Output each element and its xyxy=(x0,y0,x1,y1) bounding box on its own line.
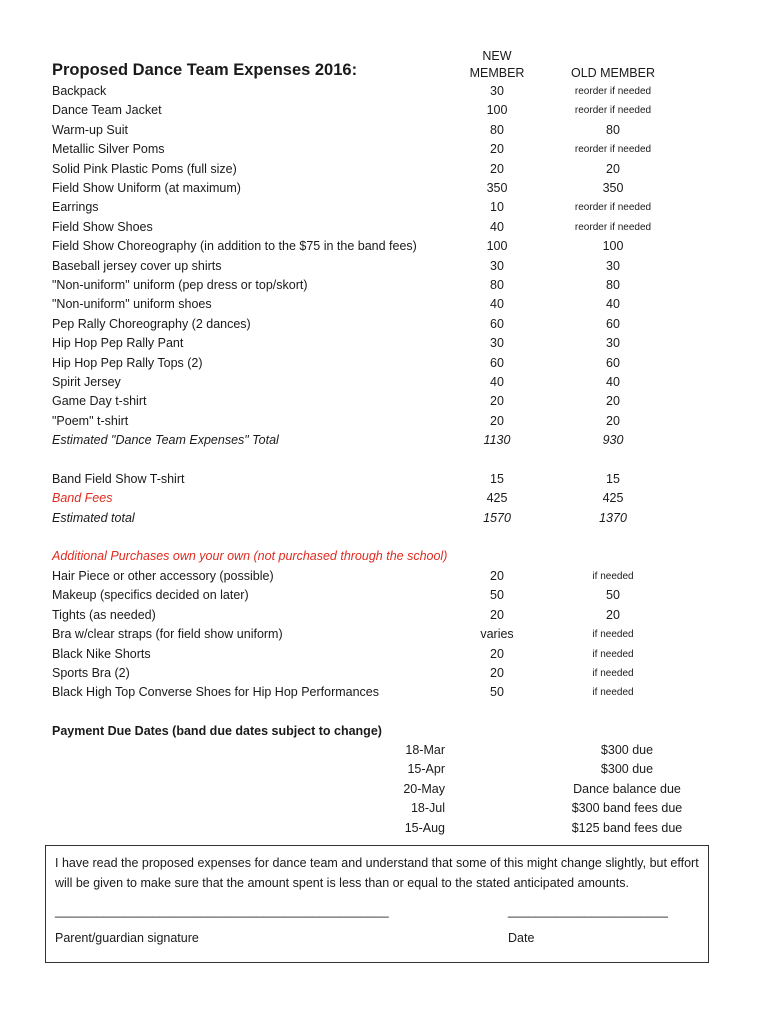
expense-new-member: 40 xyxy=(490,297,504,312)
expense-row xyxy=(0,356,770,375)
expense-label: Dance Team Jacket xyxy=(52,103,162,118)
expense-old-member: 60 xyxy=(606,355,620,370)
additional-old-member: if needed xyxy=(592,648,634,660)
expense-label: Earrings xyxy=(52,200,99,215)
expense-label: Backpack xyxy=(52,84,107,98)
expense-old-member: 40 xyxy=(606,375,620,389)
additional-old-member: if needed xyxy=(592,629,634,641)
expense-new-member: 100 xyxy=(486,239,508,254)
additional-row xyxy=(0,685,770,704)
expense-old-member: 80 xyxy=(606,278,620,292)
additional-new-member: 20 xyxy=(490,569,504,583)
expense-row xyxy=(0,181,770,200)
expense-new-member: 100 xyxy=(486,103,508,118)
expense-new-member: 10 xyxy=(490,200,504,215)
expense-row xyxy=(0,375,770,394)
page-title: Proposed Dance Team Expenses 2016: xyxy=(52,61,358,79)
additional-label: Black High Top Converse Shoes for Hip Hop Performances xyxy=(52,685,380,700)
expense-label: Solid Pink Plastic Poms (full size) xyxy=(52,161,237,176)
expense-new-member: 20 xyxy=(490,142,504,157)
expense-old-member: 80 xyxy=(606,122,620,137)
expense-row xyxy=(0,84,770,103)
agreement-text: I have read the proposed expenses for dance team and understand that some of this might change slightly, but effort will be given to make sure that the amount spent is less than or equal to the stated anticipated amounts. xyxy=(55,856,699,890)
payment-row xyxy=(0,821,770,840)
expense-old-member: 30 xyxy=(606,336,620,351)
payment-row xyxy=(0,801,770,820)
expense-label: Hip Hop Pep Rally Tops (2) xyxy=(52,355,203,370)
payment-description: Dance balance due xyxy=(573,781,681,796)
expense-old-member: 40 xyxy=(606,297,620,312)
expense-label: "Non-uniform" uniform (pep dress or top/skort) xyxy=(52,278,308,292)
payment-date: 15-Aug xyxy=(404,820,445,835)
expense-new-member: 40 xyxy=(490,375,504,389)
new-member-header xyxy=(447,48,547,82)
payment-description: $300 due xyxy=(600,743,654,757)
expense-new-member: 40 xyxy=(490,219,504,234)
additional-new-member: 50 xyxy=(490,685,504,700)
expense-old-member: 350 xyxy=(602,181,624,195)
expense-row xyxy=(0,317,770,336)
expense-row xyxy=(0,259,770,278)
date-line: _______________________ xyxy=(508,904,668,918)
additional-new-member: 50 xyxy=(490,588,504,603)
additional-old-member: if needed xyxy=(592,668,634,679)
expense-old-member: reorder if needed xyxy=(574,221,652,233)
expense-old-member: 100 xyxy=(602,239,624,254)
expense-old-member: 30 xyxy=(606,258,620,273)
band-fees-new: 425 xyxy=(486,491,508,505)
expense-row xyxy=(0,220,770,239)
expense-new-member: 20 xyxy=(490,161,504,176)
expense-label: Metallic Silver Poms xyxy=(52,142,165,157)
additional-row xyxy=(0,647,770,666)
additional-row xyxy=(0,588,770,607)
band-tshirt-row xyxy=(0,472,770,491)
dance-total-row xyxy=(0,433,770,452)
expense-new-member: 60 xyxy=(490,355,504,370)
band-fees-row xyxy=(0,491,770,510)
expense-label: Field Show Shoes xyxy=(52,219,153,234)
expense-new-member: 80 xyxy=(490,122,504,137)
signature-label: Parent/guardian signature xyxy=(55,931,199,945)
additional-row xyxy=(0,608,770,627)
additional-row xyxy=(0,569,770,588)
expense-label: Pep Rally Choreography (2 dances) xyxy=(52,316,251,331)
payment-row xyxy=(0,782,770,801)
expense-old-member: 60 xyxy=(606,316,620,331)
payment-date: 15-Apr xyxy=(407,762,445,777)
expense-row xyxy=(0,336,770,355)
additional-old-member: 50 xyxy=(606,588,620,603)
band-fees-old: 425 xyxy=(602,491,624,505)
payment-date: 18-Jul xyxy=(410,801,445,816)
additional-row xyxy=(0,627,770,646)
estimated-total-row xyxy=(0,511,770,530)
expense-old-member: 20 xyxy=(606,413,620,428)
expense-label: Warm-up Suit xyxy=(52,122,128,137)
expense-new-member: 20 xyxy=(490,413,504,428)
expense-label: "Non-uniform" uniform shoes xyxy=(52,297,212,312)
payment-description: $300 band fees due xyxy=(571,801,683,816)
expense-new-member: 30 xyxy=(490,336,504,351)
expense-row xyxy=(0,414,770,433)
additional-label: Hair Piece or other accessory (possible) xyxy=(52,569,274,583)
additional-row xyxy=(0,666,770,685)
expense-label: "Poem" t-shirt xyxy=(52,413,129,428)
additional-new-member: 20 xyxy=(490,646,504,661)
expense-row xyxy=(0,123,770,142)
additional-label: Black Nike Shorts xyxy=(52,646,151,661)
additional-new-member: 20 xyxy=(490,607,504,622)
band-fees-label: Band Fees xyxy=(52,491,113,505)
dance-total-old: 930 xyxy=(602,433,624,447)
additional-label: Sports Bra (2) xyxy=(52,666,130,680)
old-member-header: OLD MEMBER xyxy=(570,66,656,80)
new-member-header-line1: NEW xyxy=(482,49,512,63)
estimated-total-label: Estimated total xyxy=(52,511,135,525)
expense-new-member: 20 xyxy=(490,394,504,409)
payment-row xyxy=(0,743,770,762)
additional-label: Makeup (specifics decided on later) xyxy=(52,588,249,603)
expense-label: Field Show Uniform (at maximum) xyxy=(52,181,241,195)
additional-old-member: if needed xyxy=(592,571,634,582)
expense-label: Baseball jersey cover up shirts xyxy=(52,258,222,273)
payment-date: 18-Mar xyxy=(405,743,445,757)
estimated-total-old: 1370 xyxy=(599,511,627,525)
payment-description: $300 due xyxy=(600,762,654,777)
additional-label: Tights (as needed) xyxy=(52,607,156,622)
additional-old-member: 20 xyxy=(606,607,620,622)
expense-new-member: 60 xyxy=(490,316,504,331)
expense-row xyxy=(0,200,770,219)
band-tshirt-new: 15 xyxy=(490,472,504,486)
expense-label: Hip Hop Pep Rally Pant xyxy=(52,336,184,351)
additional-heading: Additional Purchases own your own (not purchased through the school) xyxy=(52,549,448,563)
date-label: Date xyxy=(508,931,535,945)
expense-row xyxy=(0,239,770,258)
expense-row xyxy=(0,162,770,181)
additional-new-member: varies xyxy=(480,627,514,642)
expense-old-member: reorder if needed xyxy=(574,105,652,117)
expense-row xyxy=(0,103,770,122)
expense-label: Field Show Choreography (in addition to the $75 in the band fees) xyxy=(52,239,417,254)
payment-row xyxy=(0,762,770,781)
expense-label: Spirit Jersey xyxy=(52,375,121,389)
payment-heading: Payment Due Dates (band due dates subject to change) xyxy=(52,724,382,738)
new-member-header-line2: MEMBER xyxy=(469,66,525,80)
expense-row xyxy=(0,394,770,413)
band-tshirt-label: Band Field Show T-shirt xyxy=(52,472,185,486)
expense-new-member: 30 xyxy=(490,258,504,273)
expense-old-member: 20 xyxy=(606,394,620,409)
expense-old-member: 20 xyxy=(606,161,620,176)
expense-old-member: reorder if needed xyxy=(574,86,652,97)
estimated-total-new: 1570 xyxy=(483,511,511,525)
signature-line: ________________________________________________ xyxy=(55,904,389,918)
dance-total-label: Estimated "Dance Team Expenses" Total xyxy=(52,433,279,447)
payment-description: $125 band fees due xyxy=(571,820,683,835)
dance-total-new: 1130 xyxy=(483,433,511,447)
expense-new-member: 350 xyxy=(486,181,508,195)
agreement-box xyxy=(45,845,709,963)
expense-row xyxy=(0,142,770,161)
expense-old-member: reorder if needed xyxy=(574,144,652,156)
expense-row xyxy=(0,297,770,316)
expense-new-member: 30 xyxy=(490,84,504,98)
additional-label: Bra w/clear straps (for field show uniform) xyxy=(52,627,283,642)
expense-label: Game Day t-shirt xyxy=(52,394,147,409)
expense-new-member: 80 xyxy=(490,278,504,292)
payment-date: 20-May xyxy=(403,781,445,796)
expense-row xyxy=(0,278,770,297)
additional-new-member: 20 xyxy=(490,666,504,680)
additional-old-member: if needed xyxy=(592,687,634,699)
expense-old-member: reorder if needed xyxy=(574,202,652,214)
band-tshirt-old: 15 xyxy=(606,472,620,486)
